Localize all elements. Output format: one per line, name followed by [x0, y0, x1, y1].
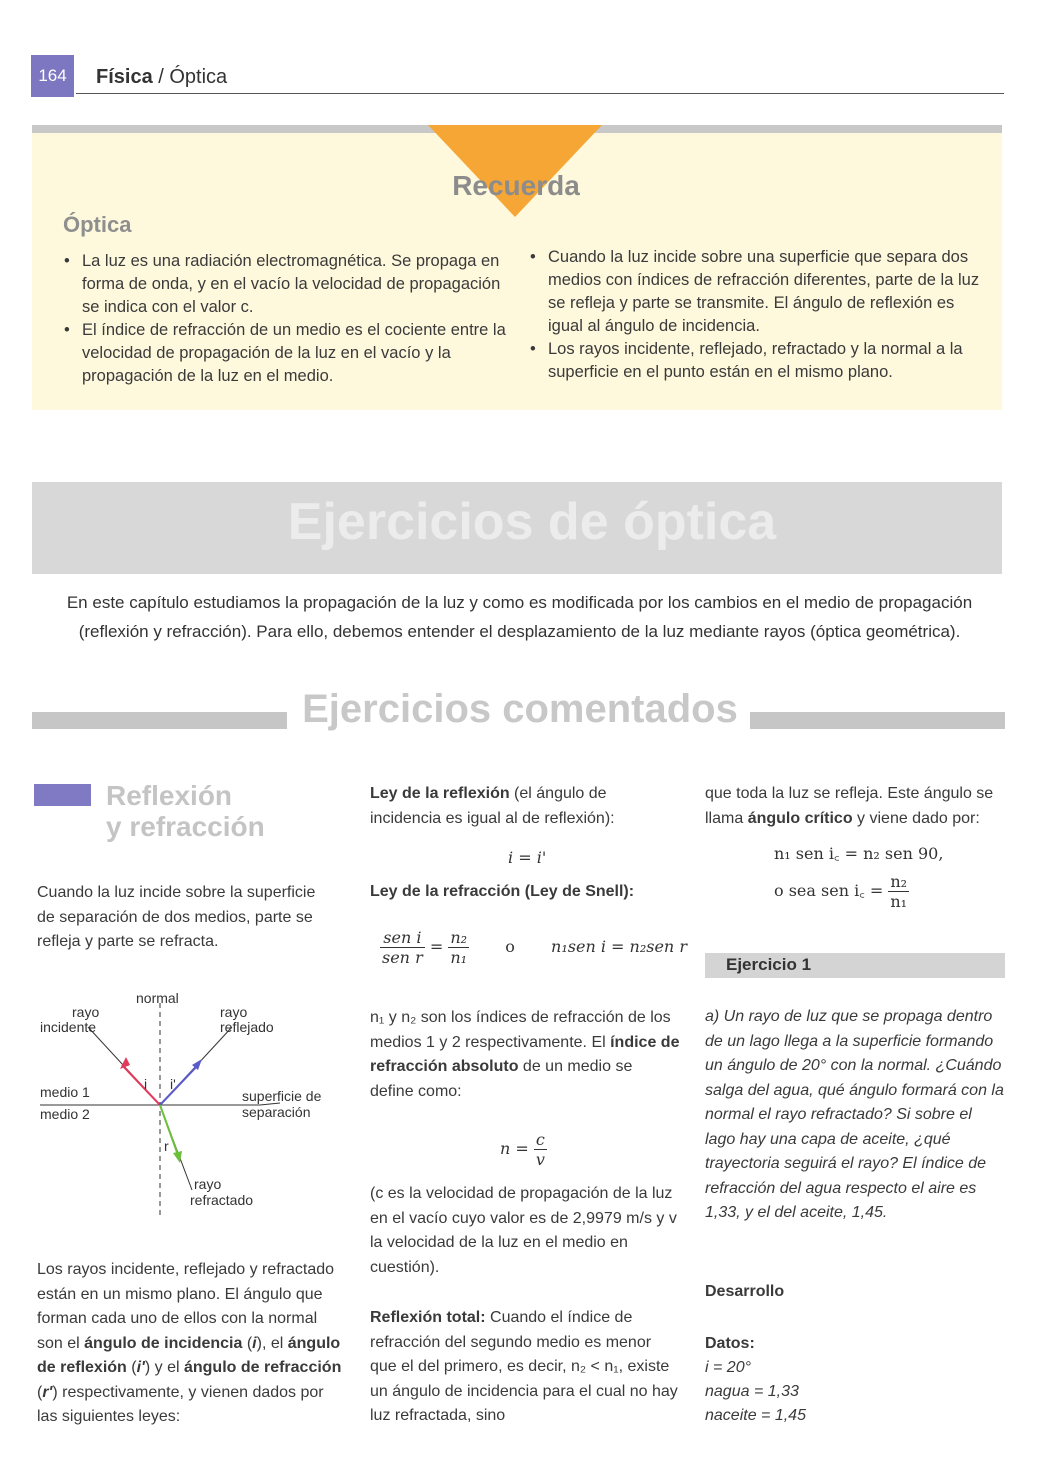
- snell-num-left: sen i: [380, 928, 425, 948]
- label-superficie-2: separación: [242, 1104, 311, 1120]
- label-medio-2: medio 2: [40, 1106, 90, 1122]
- dato-agua: nagua = 1,33: [705, 1383, 799, 1400]
- list-item: • El índice de refracción de un medio es el cociente entre la velocidad de propagación de la luz en el vacío y la propagación de la luz en el medio.: [62, 319, 512, 388]
- text-run: (: [37, 1383, 43, 1401]
- paragraph-reflexion-total: [370, 1306, 680, 1429]
- reflected-ray-highlight: [160, 1065, 198, 1105]
- chapter-title: Ejercicios de óptica: [287, 493, 777, 551]
- term-reflexion-total: Reflexión total:: [370, 1309, 486, 1326]
- refracted-ray-highlight: [160, 1105, 178, 1155]
- text-run: ), el: [256, 1334, 288, 1352]
- datos-heading: Datos:: [705, 1335, 755, 1352]
- page-number: 164: [31, 55, 74, 97]
- text-run: que toda la luz se refleja. Este ángulo se llama: [705, 785, 994, 827]
- label-rayo-incidente-1: rayo: [72, 1004, 100, 1020]
- eq-crit2-num: n₂: [890, 872, 908, 891]
- header-rule: [76, 93, 1004, 94]
- snell-alt: n₁sen i = n₂sen r: [551, 937, 687, 956]
- running-header: [96, 66, 227, 89]
- label-angle-r: r: [164, 1138, 169, 1154]
- eq-n-left: n =: [500, 1139, 529, 1158]
- snell-num-right: n₂: [450, 928, 468, 947]
- incident-ray-highlight: [122, 1065, 160, 1105]
- recuerda-subtitle: Óptica: [63, 212, 132, 237]
- eq-snell: [380, 928, 687, 967]
- paragraph-angles: [37, 1258, 347, 1430]
- eq-crit2-den: n₁: [890, 892, 908, 911]
- eq-crit2-fraction: [888, 872, 909, 911]
- chapter-intro: En este capítulo estudiamos la propagación de la luz y como es modificada por los cambios en el medio de propagación (reflexión y refracción). Para ello, debemos entender el desplazamiento de la luz mediante rayos (óptica geométrica).: [66, 593, 973, 641]
- label-angle-i: i: [144, 1076, 148, 1092]
- snell-den-left: sen r: [382, 948, 423, 967]
- snell-den-right: n₁: [450, 948, 468, 967]
- text-run: (: [126, 1359, 137, 1376]
- eq-reflexion: i = i': [508, 848, 547, 867]
- snell-equals: =: [429, 937, 444, 956]
- term-incidencia: ángulo de incidencia: [84, 1334, 243, 1352]
- ley-refraccion-title: Ley de la refracción (Ley de Snell):: [370, 883, 635, 900]
- eq-n-fraction: [534, 1130, 547, 1169]
- snell-or: o: [505, 937, 515, 956]
- list-item: • Los rayos incidente, reflejado, refractado y la normal a la superficie en el punto están en el mismo plano.: [528, 338, 984, 384]
- comentados-title: Ejercicios comentados: [302, 687, 738, 731]
- ejercicio-text: a) Un rayo de luz que se propaga dentro de un lago llega a la superficie formando un ángulo de 20° con la normal. ¿Cuándo salga del agua, qué ángulo formará con la normal el rayo refractado? Si sobre el lago hay una capa de aceite, ¿qué trayectoria seguirá el rayo? El índice de refracción del agua respecto el aire es 1,33, y el del aceite, 1,45.: [705, 1008, 1004, 1221]
- text-run: ) respectivamente, y vienen dados por las siguientes leyes:: [37, 1383, 324, 1425]
- label-medio-1: medio 1: [40, 1084, 90, 1100]
- list-item: • La luz es una radiación electromagnética. Se propaga en forma de onda, y en el vacío la velocidad de propagación se indica con el valor c.: [62, 250, 512, 319]
- label-rayo-reflejado-1: rayo: [220, 1004, 248, 1020]
- section-title-line1: Reflexión: [106, 780, 233, 811]
- paragraph-c: (c es la velocidad de propagación de la luz en el vacío cuyo valor es de 2,9979 m/s y v la velocidad de la luz en el medio en cuestión).: [370, 1185, 677, 1276]
- label-rayo-reflejado-2: reflejado: [220, 1019, 274, 1035]
- comentados-bar-left: [32, 712, 287, 729]
- desarrollo-heading: Desarrollo: [705, 1283, 785, 1300]
- list-item: • Cuando la luz incide sobre una superficie que separa dos medios con índices de refracción diferentes, parte de la luz se refleja y parte se transmite. El ángulo de reflexión es igual al ángulo de incidencia.: [528, 246, 984, 338]
- text-run: ) y el: [144, 1359, 184, 1376]
- symbol-r-prime: r': [42, 1383, 53, 1401]
- term-refraccion: ángulo de refracción: [183, 1359, 342, 1376]
- label-normal: normal: [136, 990, 179, 1006]
- section-marker: [34, 784, 91, 806]
- text-run: (: [242, 1334, 253, 1352]
- comentados-bar-right: [750, 712, 1005, 729]
- term-reflexion: ángulo de reflexión: [37, 1334, 341, 1376]
- section-title-line2: y refracción: [106, 811, 265, 842]
- term-indice-absoluto: índice de refracción absoluto: [370, 1033, 680, 1075]
- snell-fraction-left: [380, 928, 425, 967]
- header-section: Física: [96, 66, 153, 88]
- ley-reflexion-title: Ley de la reflexión: [370, 785, 510, 802]
- ley-reflexion-text: (el ángulo de incidencia es igual al de reflexión):: [370, 785, 615, 827]
- header-separator: /: [152, 66, 170, 88]
- eq-crit2-left: o sea sen i꜀ =: [774, 881, 884, 900]
- recuerda-right-list: [528, 246, 984, 384]
- eq-indice: [500, 1130, 547, 1169]
- section-title: [106, 780, 265, 842]
- dato-aceite: naceite = 1,45: [705, 1407, 806, 1424]
- paragraph-intro: Cuando la luz incide sobre la superficie de separación de dos medios, parte se refleja y parte se refracta.: [37, 884, 316, 950]
- text-run: y viene dado por:: [852, 809, 980, 827]
- dato-i: i = 20°: [705, 1359, 751, 1376]
- paragraph-angulo-critico: [705, 782, 1005, 831]
- symbol-i-prime: i': [136, 1359, 145, 1376]
- recuerda-left-list: [62, 250, 512, 388]
- label-rayo-refractado-2: refractado: [190, 1192, 254, 1208]
- label-rayo-incidente-2: incidente: [40, 1019, 97, 1035]
- ejercicio-title: Ejercicio 1: [726, 955, 812, 974]
- eq-critico-1: n₁ sen i꜀ = n₂ sen 90,: [774, 844, 944, 863]
- reflection-refraction-diagram: [30, 985, 350, 1215]
- label-rayo-refractado-1: rayo: [194, 1176, 222, 1192]
- header-subsection: Óptica: [169, 66, 228, 88]
- eq-n-num: c: [534, 1130, 547, 1150]
- eq-n-den: v: [535, 1150, 545, 1169]
- eq-critico-2: [774, 872, 909, 911]
- symbol-i: i: [252, 1334, 257, 1352]
- label-superficie-1: superficie de: [242, 1088, 322, 1104]
- text-run: n₁ y n₂ son los índices de refracción de los medios 1 y 2 respectivamente. El: [370, 1009, 671, 1051]
- term-angulo-critico: ángulo crítico: [747, 809, 853, 827]
- text-run: de un medio se define como:: [370, 1058, 633, 1100]
- text-run: Cuando el índice de refracción del segundo medio es menor que el del primero, es decir, n₂ < n₁, existe un ángulo de incidencia para el cual no hay luz refractada, sino: [370, 1309, 678, 1424]
- snell-fraction-right: [448, 928, 469, 967]
- paragraph-indices: [370, 1006, 680, 1104]
- text-run: Los rayos incidente, reflejado y refractado están en un mismo plano. El ángulo que forman cada uno de ellos con la normal son el: [37, 1261, 335, 1352]
- label-angle-i2: i': [170, 1076, 176, 1092]
- recuerda-title: Recuerda: [452, 170, 580, 201]
- ley-reflexion: [370, 782, 680, 831]
